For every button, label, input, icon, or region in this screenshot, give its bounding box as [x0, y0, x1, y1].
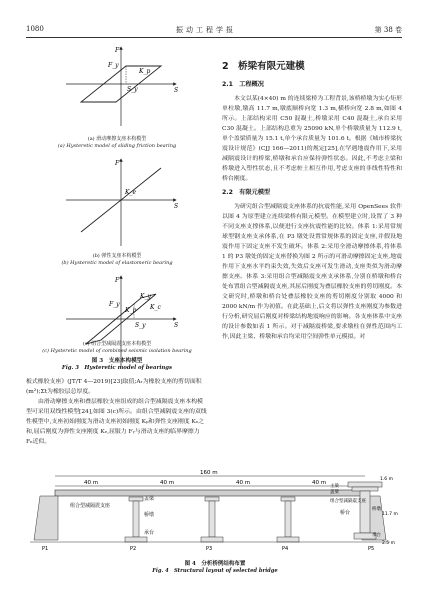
- page-header: [26, 24, 402, 38]
- pier-P3: P3: [206, 546, 213, 552]
- abutment-label: 桥台: [340, 510, 351, 516]
- section-title: 2 桥梁有限元建模: [222, 61, 305, 72]
- fig4-caption-en: Fig. 4 Structural layout of selected bridge: [152, 568, 278, 574]
- left-body-text: [26, 377, 208, 447]
- span-label-3: 40 m: [236, 480, 251, 486]
- pier-P4: P4: [282, 546, 289, 552]
- c-label-Kc: K_c: [150, 304, 161, 311]
- c-label-Kp: K_p: [125, 307, 137, 314]
- elev-bearing-label: 组合型减隔震支座: [330, 499, 366, 504]
- girder: [55, 490, 365, 496]
- bearing-label: 组合型减隔震支座: [70, 503, 111, 509]
- fig3a-caption-en: (a) Hysteretic model of sliding friction bearing: [57, 143, 177, 149]
- figure-3: [26, 44, 208, 374]
- c-label-S: S: [174, 322, 179, 329]
- a-label-F: F: [115, 47, 120, 54]
- elev-girder-label: 主梁: [330, 484, 339, 489]
- a-label-Fy: F_y: [108, 62, 119, 69]
- b-label-Ke: K_e: [125, 189, 137, 196]
- a-label-Kp: K_p: [139, 68, 151, 75]
- left-paragraph-1: 板式橡胶支座》(JT/T 4—2019)[23]取值;Aᵣ为橡胶支座的剪切面积(m²);Σt为橡胶层总厚度。: [26, 379, 202, 395]
- pier-P1: P1: [42, 546, 49, 552]
- fig3c-caption-zh: (c) 组合型减隔震支座本构模型: [82, 341, 152, 347]
- b-label-F: F: [115, 160, 120, 167]
- pier-P2: P2: [130, 546, 137, 552]
- right-paragraph-2: 为研究组合型减隔震支座体系的抗震性能,采用 OpenSees 软件以图 4 为原型建立连续梁桥有限元模型。在模型建立时,设置了 3 种不同支座支撑体系,以便进行支座抗震性能的比较。体系 1:采用常规球型钢支座支承体系,在 P3 墩处设置常规体系的固定支座,并假设地震作用下固定支座不发生破坏。体系 2:采用全滑动摩擦体系,将体系 1 的 P3 墩处的固定支座替换为图 2 所示的可滑动摩擦固定支座,地震作用下支座水平约束失效,失效后支座可发生滑动,支座类似为滑动摩擦支座。体系 3:采用组合型减隔震支座支承体系,分别在桥墩和桥台处布置组合型减隔震支座,其屈后刚度为叠层橡胶支座的剪切刚度。本文研究时,桥墩和桥台处叠层橡胶支座的剪切刚度分别取 4000 和 2000 kN/m 作为初值。在此基础上,后文将以弹性支座刚度为参数进行分析,研究屈后刚度对桥梁结构地震响应的影响。各支座体系中支座的设计参数如表 1 所示。对于减隔震桥梁,要求墩柱在弹性范围内工作,因此主梁、桥墩和承台均采用空间弹性单元模拟。对: [222, 204, 402, 340]
- right-column: [222, 62, 402, 346]
- span-label-1: 40 m: [84, 480, 99, 486]
- elev-pier-label: 桥墩: [372, 507, 381, 512]
- cap-beam-label: 盖梁: [144, 496, 155, 502]
- abutment-left: [34, 496, 58, 540]
- right-paragraph-1: 本文以某(4×40) m 的连续梁桥为工程背景,该桥桥墩为实心矩形单柱墩,墩高 11.7 m,墩底顺桥向宽 1.3 m,横桥向宽 2.8 m,如图 4 所示。上部结构采用 C50 混凝土,桥墩采用 C40 混凝土,承台采用 C30 混凝土。上部结构总重为 25090 kN,单个桥墩质量为 112.9 t,单个盖梁质量为 15.1 t,单个承台质量为 101.6 t。根据《城市桥梁抗震设计规范》(CJJ 166—2011)的规定[25],在罕遇地震作用下,采用减隔震设计的桥梁,桥墩和承台应保持弹性状态。因此,不考虑主梁和桥墩进入塑性状态,且不考虑桩土相互作用,考虑支座的非线性特性和桥台刚度。: [222, 96, 402, 182]
- dim-11-7: 11.7 m: [382, 512, 398, 517]
- dim-2-5: 2.5 m: [382, 541, 395, 546]
- fig3b-caption-en: (b) Hysteretic model of elastomeric bearing: [61, 260, 173, 266]
- elev-cap-beam-label: 盖梁: [330, 490, 339, 495]
- elev-cap-label: 承台: [372, 533, 381, 538]
- span-label-2: 40 m: [160, 480, 175, 486]
- span-label-4: 40 m: [312, 480, 327, 486]
- fig3-caption-zh: 图 3 支座本构模型: [91, 358, 143, 364]
- total-span-label: 160 m: [200, 470, 218, 476]
- dim-1-6: 1.6 m: [380, 477, 393, 482]
- a-label-Sy: S_y: [127, 86, 138, 93]
- figure-4-graphics: [20, 470, 410, 558]
- pier-label: 桥墩: [144, 512, 155, 518]
- subsection-title-2: 2.2 有限元模型: [222, 189, 271, 196]
- fig3-caption-en: Fig. 3 Hysteretic model of bearings: [61, 365, 173, 371]
- c-label-Ky: K_y: [140, 293, 151, 300]
- journal-name: 振动工程学报: [176, 26, 236, 34]
- fig3b-caption-zh: (b) 弹性支座本构模型: [92, 253, 142, 259]
- fig3c-caption-en: (c) Hysteretic model of combined seismic isolation bearing: [42, 348, 192, 354]
- pier-P5: P5: [368, 546, 375, 552]
- fig3a-caption-zh: (a) 滑动摩擦支座本构模型: [87, 136, 147, 142]
- plot-b: [66, 159, 178, 246]
- a-label-S: S: [174, 87, 179, 94]
- subsection-title-1: 2.1 工程概况: [222, 81, 264, 88]
- fig4-caption-zh: 图 4 分析桥例结构布置: [184, 561, 246, 567]
- c-label-Sy: S_y: [135, 322, 146, 329]
- c-label-F: F: [115, 277, 120, 284]
- b-label-S: S: [174, 203, 179, 210]
- figure-3-graphics: [26, 44, 208, 374]
- page-number: 1080: [26, 25, 44, 33]
- plot-a: [66, 47, 178, 126]
- figure-4: [20, 470, 410, 590]
- volume-label: 第 38 卷: [374, 26, 402, 34]
- c-label-Fy: F_y: [109, 301, 120, 308]
- pile-cap-label: 承台: [144, 530, 155, 536]
- left-paragraph-2: 由滑动摩擦支座和叠层橡胶支座组成的组合型减隔震支座本构模型可采用双线性模型[24],如图 3(c)所示。由组合型减隔震支座的双线性模型中,支座初始刚度为滑动支座初始刚度 Kₚ和弹性支座刚度 Kₑ之和,屈后刚度为弹性支座刚度 Kₑ,屈服力 Fᵧ与滑动支座的临界摩擦力 Fₙ近似。: [26, 399, 207, 445]
